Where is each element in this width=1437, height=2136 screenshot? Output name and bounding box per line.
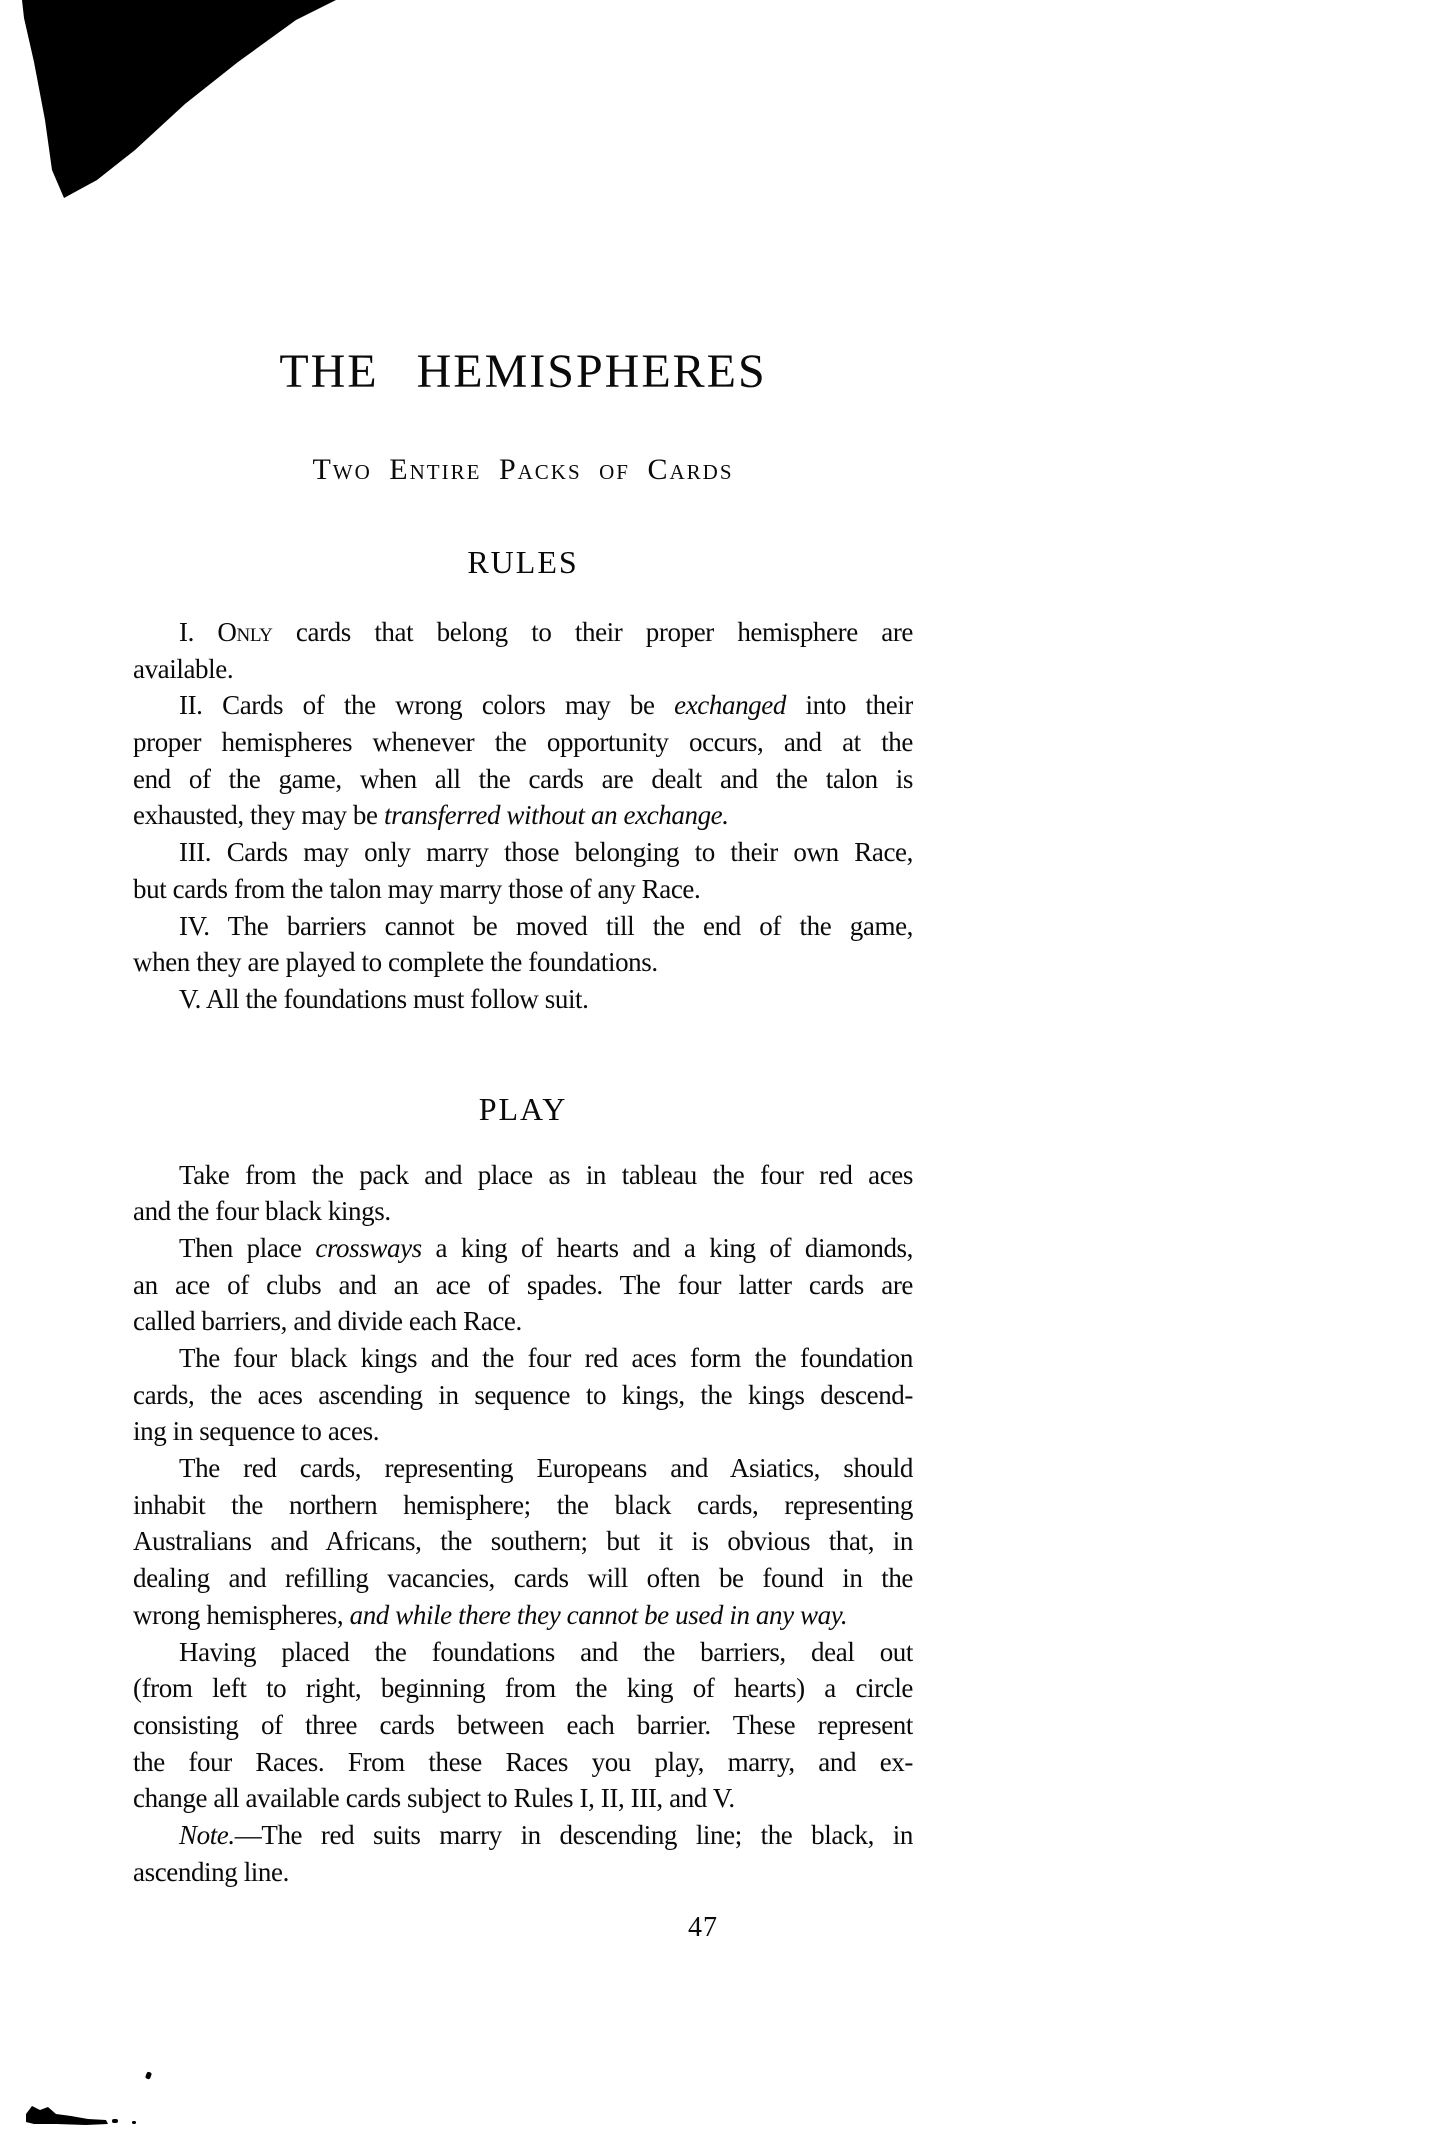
text-line: Then place crossways a king of hearts and a king of diamonds, (179, 1232, 913, 1263)
page-content (133, 345, 913, 1890)
text-line: V. All the foundations must follow suit. (179, 983, 589, 1014)
text-line: (from left to right, beginning from the king of hearts) a circle (133, 1673, 913, 1704)
text-line: I. Only cards that belong to their proper hemisphere are (179, 617, 913, 647)
text-line: The four black kings and the four red aces form the foundation (179, 1343, 913, 1373)
text-line: inhabit the northern hemisphere; the black cards, representing (133, 1489, 913, 1520)
text-line: The red cards, representing Europeans and Asiatics, should (179, 1453, 913, 1484)
text-line: an ace of clubs and an ace of spades. The four latter cards are (133, 1269, 913, 1300)
scan-speck (145, 2071, 152, 2079)
text-line: consisting of three cards between each barrier. These represent (133, 1709, 913, 1740)
text-line: wrong hemispheres, and while there they cannot be used in any way. (133, 1599, 848, 1630)
page-title: THE HEMISPHERES (279, 345, 767, 398)
text-line: called barriers, and divide each Race. (133, 1306, 522, 1337)
text-line: when they are played to complete the foundations. (133, 947, 658, 978)
text-line: ascending line. (133, 1856, 289, 1887)
subtitle: Two Entire Packs of Cards (312, 453, 734, 486)
text-line: ing in sequence to aces. (133, 1416, 380, 1447)
scan-smudge-bottom-left (26, 2104, 108, 2126)
text-line: available. (133, 653, 234, 684)
text-line: the four Races. From these Races you play, marry, and ex- (133, 1746, 913, 1777)
text-line: change all available cards subject to Rules I, II, III, and V. (133, 1783, 735, 1814)
play-text (133, 1157, 913, 1891)
text-line: Take from the pack and place as in tableau the four red aces (179, 1159, 913, 1190)
scan-ink-blot-top-left (0, 0, 340, 202)
text-line: Note.—The red suits marry in descending line; the black, in (179, 1819, 913, 1850)
scan-speck (112, 2119, 118, 2123)
play-heading: PLAY (478, 1090, 568, 1127)
page-number: 47 (688, 1912, 718, 1943)
rules-heading: RULES (467, 544, 579, 580)
text-line: exhausted, they may be transferred without an exchange. (133, 800, 729, 831)
text-line: dealing and refilling vacancies, cards will often be found in the (133, 1563, 913, 1594)
text-line: and the four black kings. (133, 1196, 391, 1227)
text-line: III. Cards may only marry those belonging to their own Race, (179, 837, 913, 868)
text-line: Having placed the foundations and the barriers, deal out (179, 1636, 913, 1667)
text-line: Australians and Africans, the southern; but it is obvious that, in (133, 1526, 913, 1557)
text-line: proper hemispheres whenever the opportunity occurs, and at the (133, 727, 913, 758)
text-line: IV. The barriers cannot be moved till the end of the game, (179, 910, 913, 941)
rules-text (133, 614, 913, 1018)
text-line: cards, the aces ascending in sequence to kings, the kings descend- (133, 1379, 913, 1410)
text-line: II. Cards of the wrong colors may be exchanged into their (179, 690, 913, 721)
scan-speck (132, 2121, 136, 2124)
text-line: but cards from the talon may marry those of any Race. (133, 873, 701, 904)
text-line: end of the game, when all the cards are dealt and the talon is (133, 763, 913, 794)
